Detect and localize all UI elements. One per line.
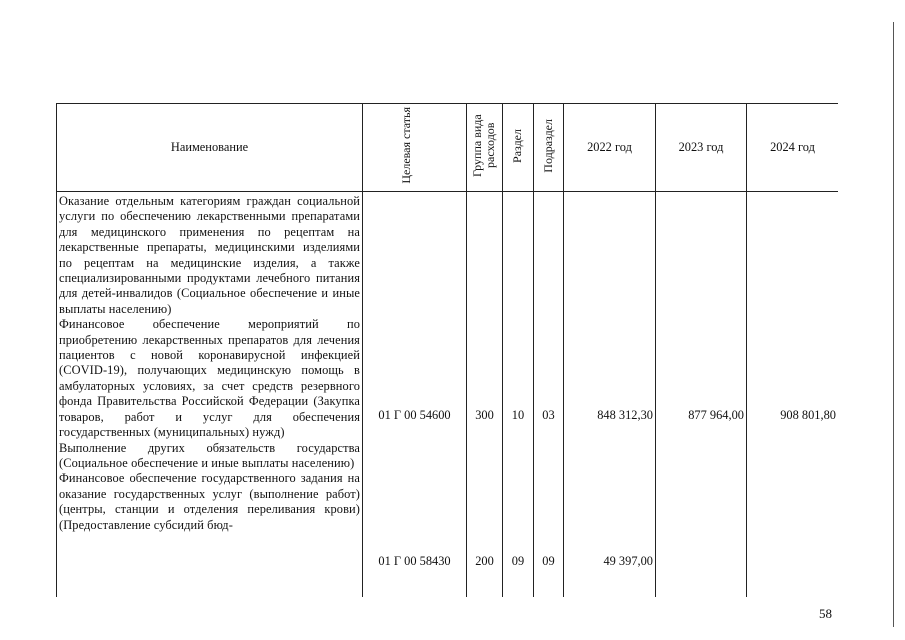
header-year-2023: 2023 год	[656, 104, 747, 192]
row-1-subsection: 03	[542, 408, 555, 422]
row-1-expense-type: 300	[475, 408, 494, 422]
year-2022-column	[564, 192, 656, 598]
subsection-column	[534, 192, 564, 598]
row-1-year-2023: 877 964,00	[688, 408, 744, 422]
row-name-4: Финансовое обеспечение государственного задания на оказание государственных услуг (выполнение работ) (центры, станции и отделения переливания крови) (Предоставление субсидий бюд-	[59, 471, 360, 532]
row-2-expense-type: 200	[475, 554, 494, 568]
row-2-target-article: 01 Г 00 58430	[378, 554, 451, 568]
row-1-year-2022: 848 312,30	[597, 408, 653, 422]
header-target-article: Целевая статья	[363, 104, 467, 192]
year-2023-column	[656, 192, 747, 598]
header-expense-type-group: Группа вида расходов	[467, 104, 503, 192]
table-body-row	[57, 192, 839, 598]
budget-table-container	[56, 103, 838, 597]
header-row	[57, 104, 839, 192]
header-name: Наименование	[57, 104, 363, 192]
row-2-section: 09	[511, 554, 525, 568]
row-name-3: Выполнение других обязательств государства (Социальное обеспечение и иные выплаты населению)	[59, 440, 360, 470]
header-year-2024: 2024 год	[747, 104, 839, 192]
year-2024-column	[747, 192, 839, 598]
target-article-column	[363, 192, 467, 598]
name-column	[57, 192, 363, 598]
row-1-target-article: 01 Г 00 54600	[378, 408, 451, 422]
expense-type-column	[467, 192, 503, 598]
header-section: Раздел	[503, 104, 534, 192]
budget-table	[56, 103, 838, 597]
row-2-year-2022: 49 397,00	[603, 554, 653, 568]
header-year-2022: 2022 год	[564, 104, 656, 192]
row-1-year-2024: 908 801,80	[780, 408, 836, 422]
row-2-subsection: 09	[542, 554, 555, 568]
page-number: 58	[819, 606, 832, 621]
header-subsection: Подраздел	[534, 104, 564, 192]
row-name-1: Оказание отдельным категориям граждан социальной услуги по обеспечению лекарственными препаратами для медицинского применения по рецептам на лекарственные препараты, медицинскими изделиями по рецептам на медицинские изделия, а также специализированными продуктами лечебного питания для детей-инвалидов (Социальное обеспечение и иные выплаты населению)	[59, 194, 360, 316]
row-name-2: Финансовое обеспечение мероприятий по приобретению лекарственных препаратов для лечения пациентов с новой коронавирусной инфекцией (COVID-19), получающих медицинскую помощь в амбулаторных условиях, за счет средств резервного фонда Правительства Российской Федерации (Закупка товаров, работ и услуг для обеспечения государственных (муниципальных) нужд)	[59, 317, 360, 440]
row-1-section: 10	[511, 408, 525, 422]
page-edge-rule	[893, 22, 894, 627]
section-column	[503, 192, 534, 598]
